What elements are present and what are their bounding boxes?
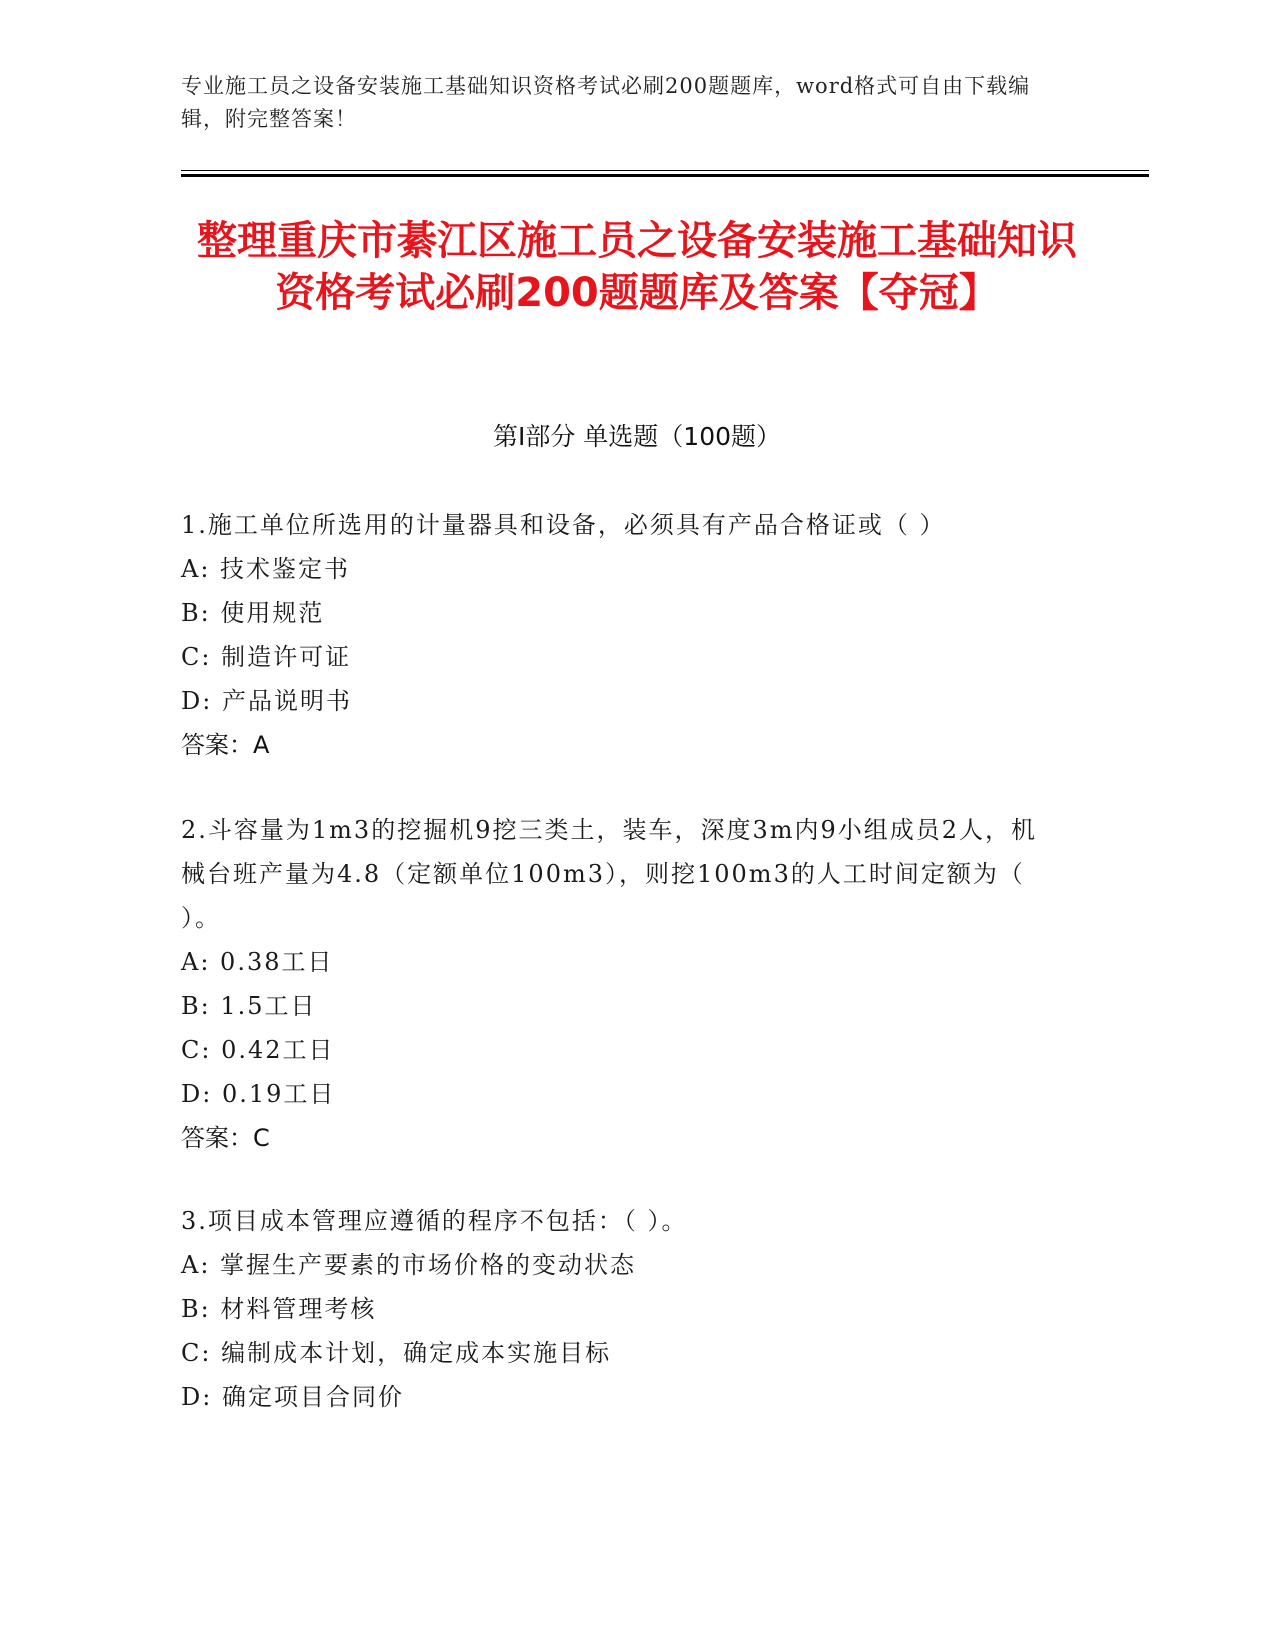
option-d: D: 产品说明书 [181, 687, 352, 715]
option-b: B: 1.5工日 [181, 992, 317, 1020]
option-b: B: 材料管理考核 [181, 1295, 377, 1323]
question-3 [181, 1199, 1061, 1419]
answer: 答案：C [181, 1124, 270, 1152]
document-title: 整理重庆市綦江区施工员之设备安装施工基础知识资格考试必刷200题题库及答案【夺冠】 [197, 218, 1077, 316]
question-2 [181, 808, 1061, 1160]
option-d: D: 确定项目合同价 [181, 1383, 404, 1411]
header-rule-top [181, 170, 1149, 171]
section-title: 第Ⅰ部分 单选题（100题） [492, 422, 782, 451]
option-a: A: 掌握生产要素的市场价格的变动状态 [181, 1251, 637, 1279]
page-header: 专业施工员之设备安装施工基础知识资格考试必刷200题题库，word格式可自由下载编辑，附完整答案！ [181, 74, 1031, 131]
option-b: B: 使用规范 [181, 599, 325, 627]
header-rule-bottom [181, 174, 1149, 177]
question-stem: 1.施工单位所选用的计量器具和设备，必须具有产品合格证或（ ） [181, 511, 946, 539]
option-d: D: 0.19工日 [181, 1080, 336, 1108]
option-a: A: 0.38工日 [181, 948, 334, 976]
option-a: A: 技术鉴定书 [181, 555, 351, 583]
option-c: C: 编制成本计划，确定成本实施目标 [181, 1339, 612, 1367]
question-1 [181, 503, 1061, 767]
question-stem: 3.项目成本管理应遵循的程序不包括：（ ）。 [181, 1207, 688, 1235]
option-c: C: 0.42工日 [181, 1036, 335, 1064]
option-c: C: 制造许可证 [181, 643, 352, 671]
answer: 答案：A [181, 731, 270, 759]
question-stem: 2.斗容量为1m3的挖掘机9挖三类土，装车，深度3m内9小组成员2人，机械台班产量为4.8（定额单位100m3），则挖100m3的人工时间定额为（ ）。 [181, 816, 1038, 932]
